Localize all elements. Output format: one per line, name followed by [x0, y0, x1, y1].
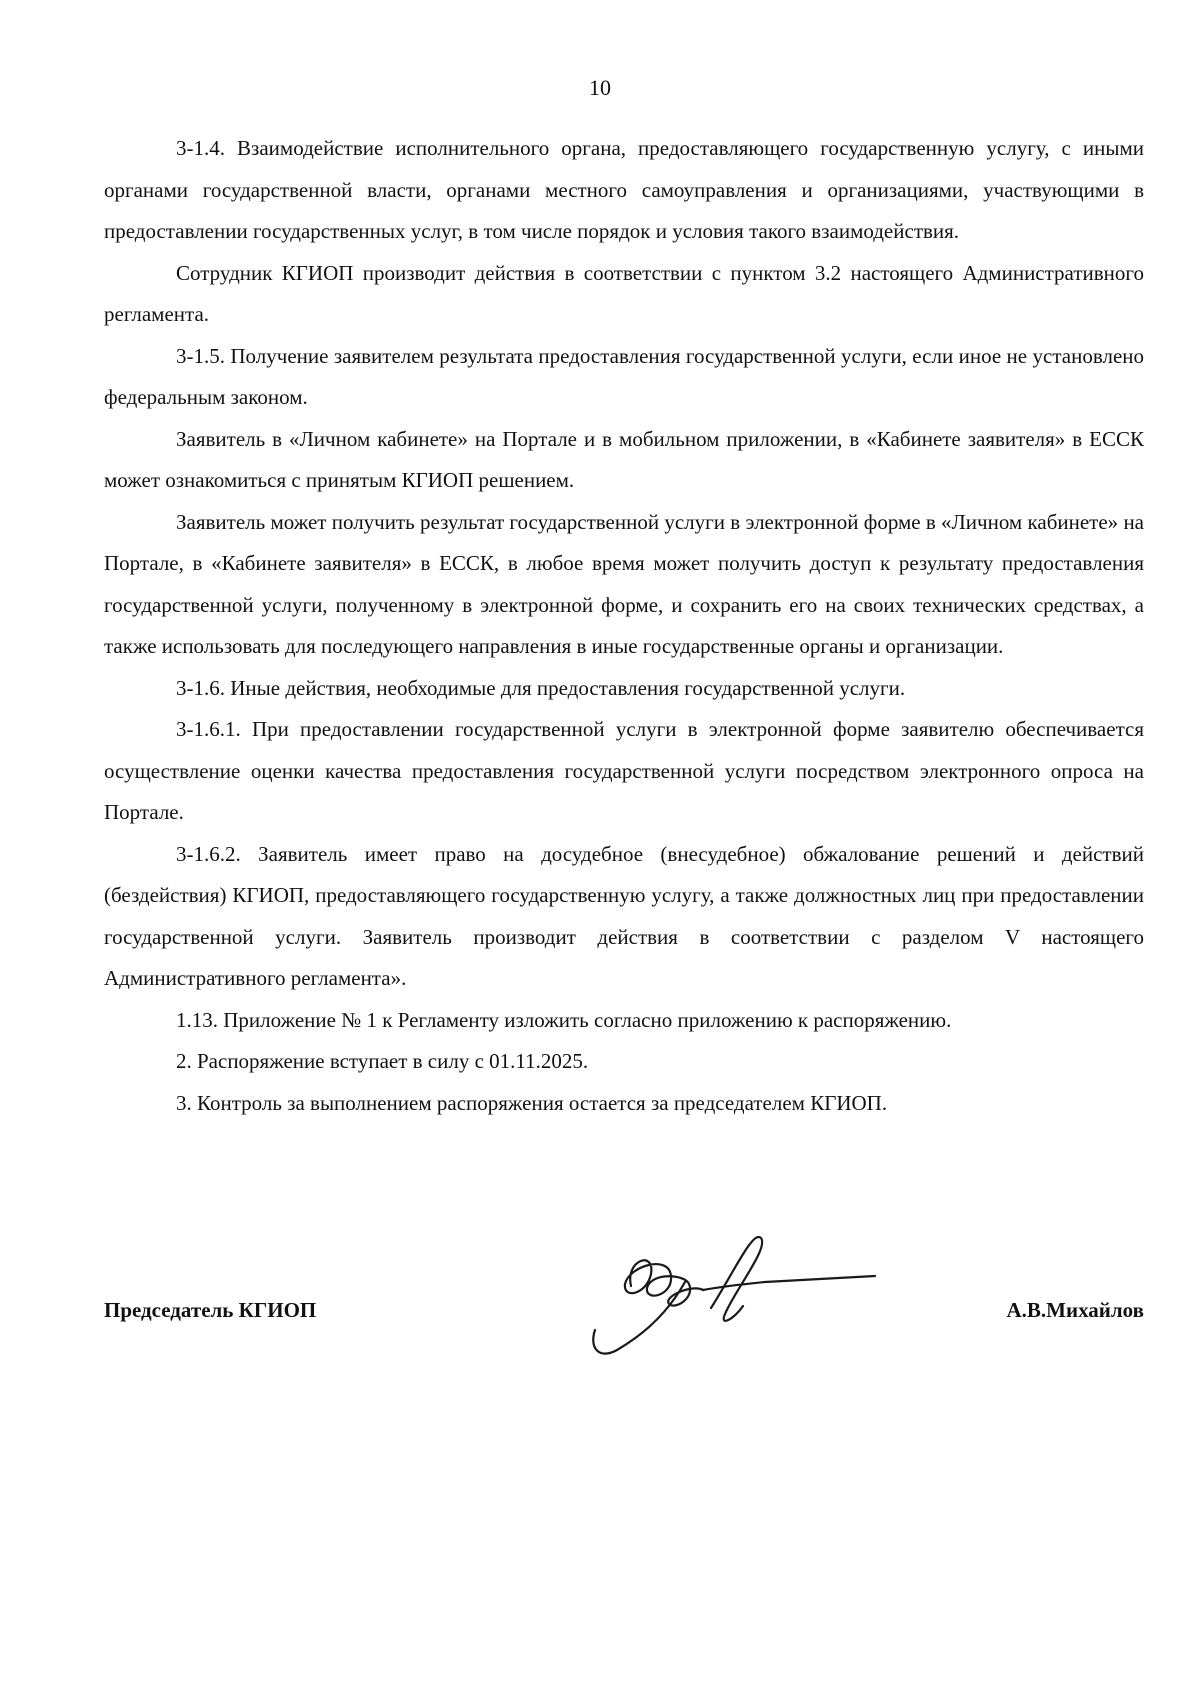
paragraph-3-1-5: 3-1.5. Получение заявителем результата предоставления государственной услуги, если иное не установлено федеральным законом.: [104, 343, 1144, 409]
paragraph-applicant-cabinet: Заявитель в «Личном кабинете» на Портале и в мобильном приложении, в «Кабинете заявителя» в ЕССК может ознакомиться с принятым КГИОП решением.: [104, 426, 1144, 492]
signer-name: А.В.Михайлов: [1006, 1298, 1144, 1322]
paragraph-3-1-4: 3-1.4. Взаимодействие исполнительного органа, предоставляющего государственную услугу, с иными органами государственной власти, органами местного самоуправления и организациями, участвующими в предоставлении государственных услуг, в том числе порядок и условия такого взаимодействия.: [104, 136, 1144, 243]
paragraph-applicant-result: Заявитель может получить результат государственной услуги в электронной форме в «Личном кабинете» на Портале, в «Кабинете заявителя» в ЕССК, в любое время может получить доступ к результату предоставления государственной услуги, полученному в электронной форме, и сохранить его на своих технических средствах, а также использовать для последующего направления в иные государственные органы и организации.: [104, 509, 1144, 658]
page-number: 10: [589, 75, 611, 100]
paragraph-1-13: 1.13. Приложение № 1 к Регламенту изложить согласно приложению к распоряжению.: [176, 1007, 952, 1032]
paragraph-item-3: 3. Контроль за выполнением распоряжения остается за председателем КГИОП.: [176, 1090, 888, 1115]
signer-position: Председатель КГИОП: [104, 1298, 317, 1322]
paragraph-item-2: 2. Распоряжение вступает в силу с 01.11.2025.: [176, 1049, 589, 1073]
handwritten-signature: [585, 1210, 905, 1370]
paragraph-employee-actions: Сотрудник КГИОП производит действия в соответствии с пунктом 3.2 настоящего Административного регламента.: [104, 260, 1144, 326]
paragraph-3-1-6-2: 3-1.6.2. Заявитель имеет право на досудебное (внесудебное) обжалование решений и действий (бездействия) КГИОП, предоставляющего государственную услугу, а также должностных лиц при предоставлении государственной услуги. Заявитель производит действия в соответствии с разделом V настоящего Административного регламента».: [104, 841, 1144, 990]
paragraph-3-1-6: 3-1.6. Иные действия, необходимые для предоставления государственной услуги.: [176, 675, 906, 700]
paragraph-3-1-6-1: 3-1.6.1. При предоставлении государственной услуги в электронной форме заявителю обеспечивается осуществление оценки качества предоставления государственной услуги посредством электронного опроса на Портале.: [104, 717, 1144, 824]
document-body: [104, 128, 1144, 1124]
